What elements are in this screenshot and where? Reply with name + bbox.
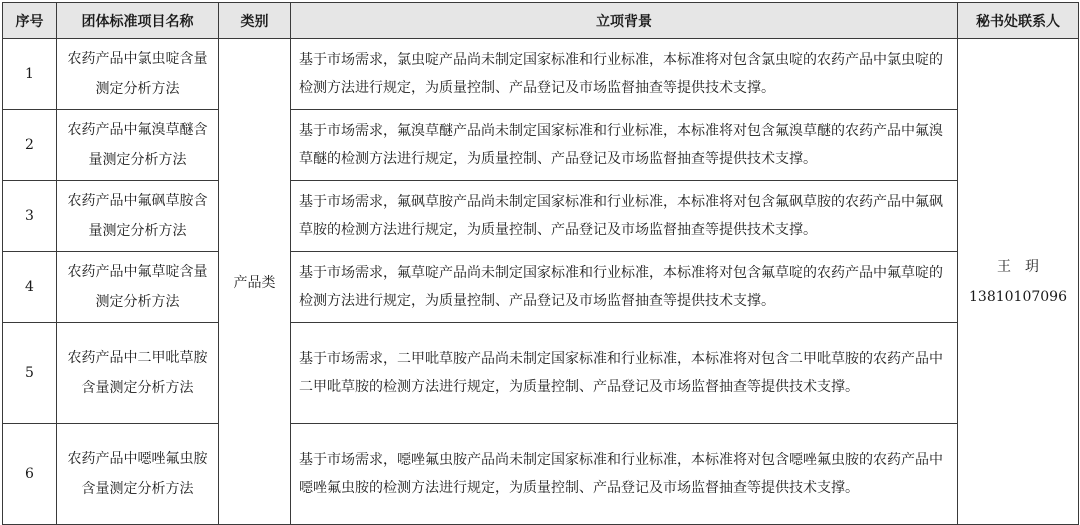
table-row — [3, 252, 1079, 323]
row-name: 农药产品中氯虫啶含量测定分析方法 — [57, 39, 219, 110]
table-row — [3, 110, 1079, 181]
row-name: 农药产品中氟溴草醚含量测定分析方法 — [57, 110, 219, 181]
row-name: 农药产品中氟砜草胺含量测定分析方法 — [57, 181, 219, 252]
row-index: 4 — [3, 252, 57, 323]
row-index: 5 — [3, 323, 57, 424]
header-category: 类别 — [219, 3, 291, 39]
row-name: 农药产品中二甲吡草胺含量测定分析方法 — [57, 323, 219, 424]
header-row — [3, 3, 1079, 39]
row-index: 2 — [3, 110, 57, 181]
row-index: 1 — [3, 39, 57, 110]
row-name: 农药产品中噁唑氟虫胺含量测定分析方法 — [57, 424, 219, 525]
row-name: 农药产品中氟草啶含量测定分析方法 — [57, 252, 219, 323]
contact-name: 王 玥 — [997, 258, 1039, 275]
header-background: 立项背景 — [291, 3, 958, 39]
table-row — [3, 39, 1079, 110]
contact-cell — [958, 39, 1079, 525]
category-cell: 产品类 — [219, 39, 291, 525]
row-background: 基于市场需求，氟溴草醚产品尚未制定国家标准和行业标准，本标准将对包含氟溴草醚的农药产品中氟溴草醚的检测方法进行规定，为质量控制、产品登记及市场监督抽查等提供技术支撑。 — [291, 110, 958, 181]
table-row — [3, 424, 1079, 525]
table-row — [3, 323, 1079, 424]
row-background: 基于市场需求，噁唑氟虫胺产品尚未制定国家标准和行业标准，本标准将对包含噁唑氟虫胺的农药产品中噁唑氟虫胺的检测方法进行规定，为质量控制、产品登记及市场监督抽查等提供技术支撑。 — [291, 424, 958, 525]
table-row — [3, 181, 1079, 252]
contact-phone: 13810107096 — [969, 288, 1067, 305]
row-index: 6 — [3, 424, 57, 525]
standards-table — [2, 2, 1079, 525]
header-name: 团体标准项目名称 — [57, 3, 219, 39]
header-index: 序号 — [3, 3, 57, 39]
header-contact: 秘书处联系人 — [958, 3, 1079, 39]
row-index: 3 — [3, 181, 57, 252]
row-background: 基于市场需求，氯虫啶产品尚未制定国家标准和行业标准，本标准将对包含氯虫啶的农药产品中氯虫啶的检测方法进行规定，为质量控制、产品登记及市场监督抽查等提供技术支撑。 — [291, 39, 958, 110]
row-background: 基于市场需求，氟砜草胺产品尚未制定国家标准和行业标准，本标准将对包含氟砜草胺的农药产品中氟砜草胺的检测方法进行规定，为质量控制、产品登记及市场监督抽查等提供技术支撑。 — [291, 181, 958, 252]
row-background: 基于市场需求，氟草啶产品尚未制定国家标准和行业标准，本标准将对包含氟草啶的农药产品中氟草啶的检测方法进行规定，为质量控制、产品登记及市场监督抽查等提供技术支撑。 — [291, 252, 958, 323]
row-background: 基于市场需求，二甲吡草胺产品尚未制定国家标准和行业标准，本标准将对包含二甲吡草胺的农药产品中二甲吡草胺的检测方法进行规定，为质量控制、产品登记及市场监督抽查等提供技术支撑。 — [291, 323, 958, 424]
